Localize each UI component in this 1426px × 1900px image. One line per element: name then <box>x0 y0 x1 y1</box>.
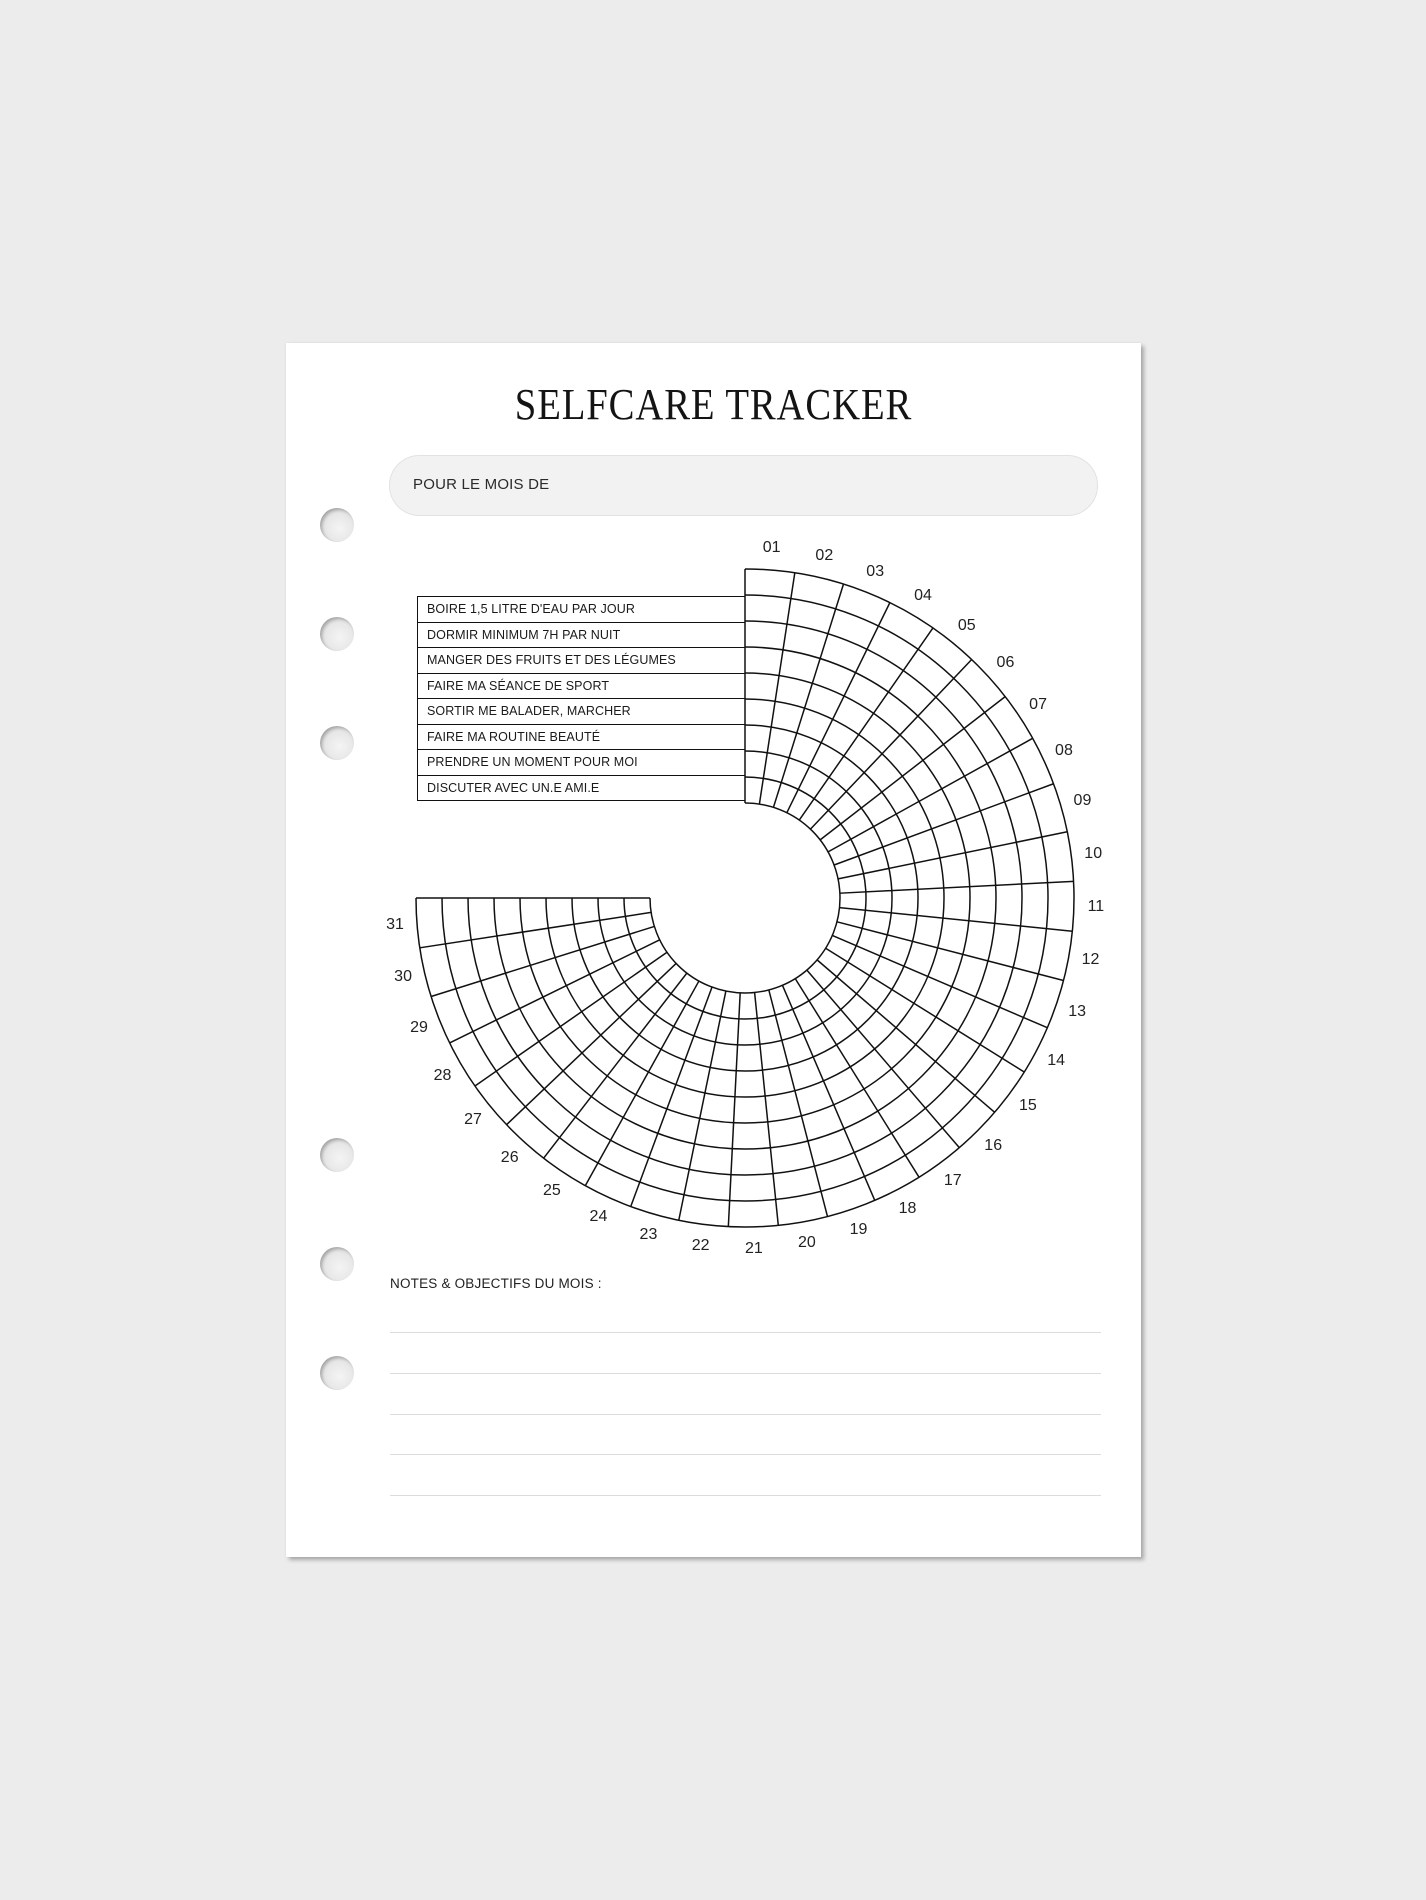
day-label: 25 <box>542 1182 561 1200</box>
habit-row: SORTIR ME BALADER, MARCHER <box>418 699 745 725</box>
note-line[interactable] <box>390 1332 1101 1333</box>
habit-row: MANGER DES FRUITS ET DES LÉGUMES <box>418 648 745 674</box>
day-label: 05 <box>957 616 976 634</box>
day-label: 03 <box>866 563 885 581</box>
day-label: 02 <box>815 547 834 565</box>
day-label: 11 <box>1087 897 1105 915</box>
note-line[interactable] <box>390 1495 1101 1496</box>
day-label: 14 <box>1047 1051 1066 1069</box>
day-label: 13 <box>1068 1002 1087 1020</box>
day-label: 30 <box>394 968 412 986</box>
day-label: 07 <box>1029 695 1047 713</box>
day-label: 08 <box>1055 742 1073 760</box>
day-label: 10 <box>1084 844 1103 862</box>
note-line[interactable] <box>390 1414 1101 1415</box>
habit-wheel-tracker <box>286 343 1141 1557</box>
day-label: 16 <box>984 1137 1003 1155</box>
habit-row: DISCUTER AVEC UN.E AMI.E <box>418 776 745 802</box>
habit-row: FAIRE MA SÉANCE DE SPORT <box>418 674 745 700</box>
habit-row: BOIRE 1,5 LITRE D'EAU PAR JOUR <box>418 597 745 623</box>
notes-label: NOTES & OBJECTIFS DU MOIS : <box>390 1276 602 1291</box>
day-label: 19 <box>849 1221 868 1239</box>
day-label: 22 <box>691 1237 710 1255</box>
day-label: 23 <box>639 1226 658 1244</box>
page-title: SELFCARE TRACKER <box>514 380 913 429</box>
day-label: 21 <box>744 1239 763 1257</box>
day-label: 20 <box>798 1234 816 1252</box>
day-label: 15 <box>1019 1096 1037 1114</box>
day-label: 29 <box>410 1019 428 1037</box>
planner-page <box>286 343 1141 1557</box>
day-label: 17 <box>943 1171 962 1189</box>
day-label: 26 <box>500 1149 519 1167</box>
day-label: 04 <box>914 586 932 604</box>
day-label: 31 <box>386 915 404 933</box>
habit-row: FAIRE MA ROUTINE BEAUTÉ <box>418 725 745 751</box>
day-label: 01 <box>762 539 781 556</box>
radial-habit-grid[interactable] <box>286 343 1141 1557</box>
day-label: 24 <box>589 1207 608 1225</box>
day-label: 18 <box>898 1200 917 1218</box>
habit-row: DORMIR MINIMUM 7H PAR NUIT <box>418 623 745 649</box>
day-label: 12 <box>1081 950 1100 968</box>
day-label: 06 <box>996 653 1015 671</box>
month-field-label: POUR LE MOIS DE <box>413 476 550 493</box>
habit-list <box>417 596 745 801</box>
day-label: 28 <box>433 1067 452 1085</box>
note-line[interactable] <box>390 1454 1101 1455</box>
habit-row: PRENDRE UN MOMENT POUR MOI <box>418 750 745 776</box>
day-label: 09 <box>1073 792 1092 810</box>
day-label: 27 <box>464 1110 482 1128</box>
note-line[interactable] <box>390 1373 1101 1374</box>
